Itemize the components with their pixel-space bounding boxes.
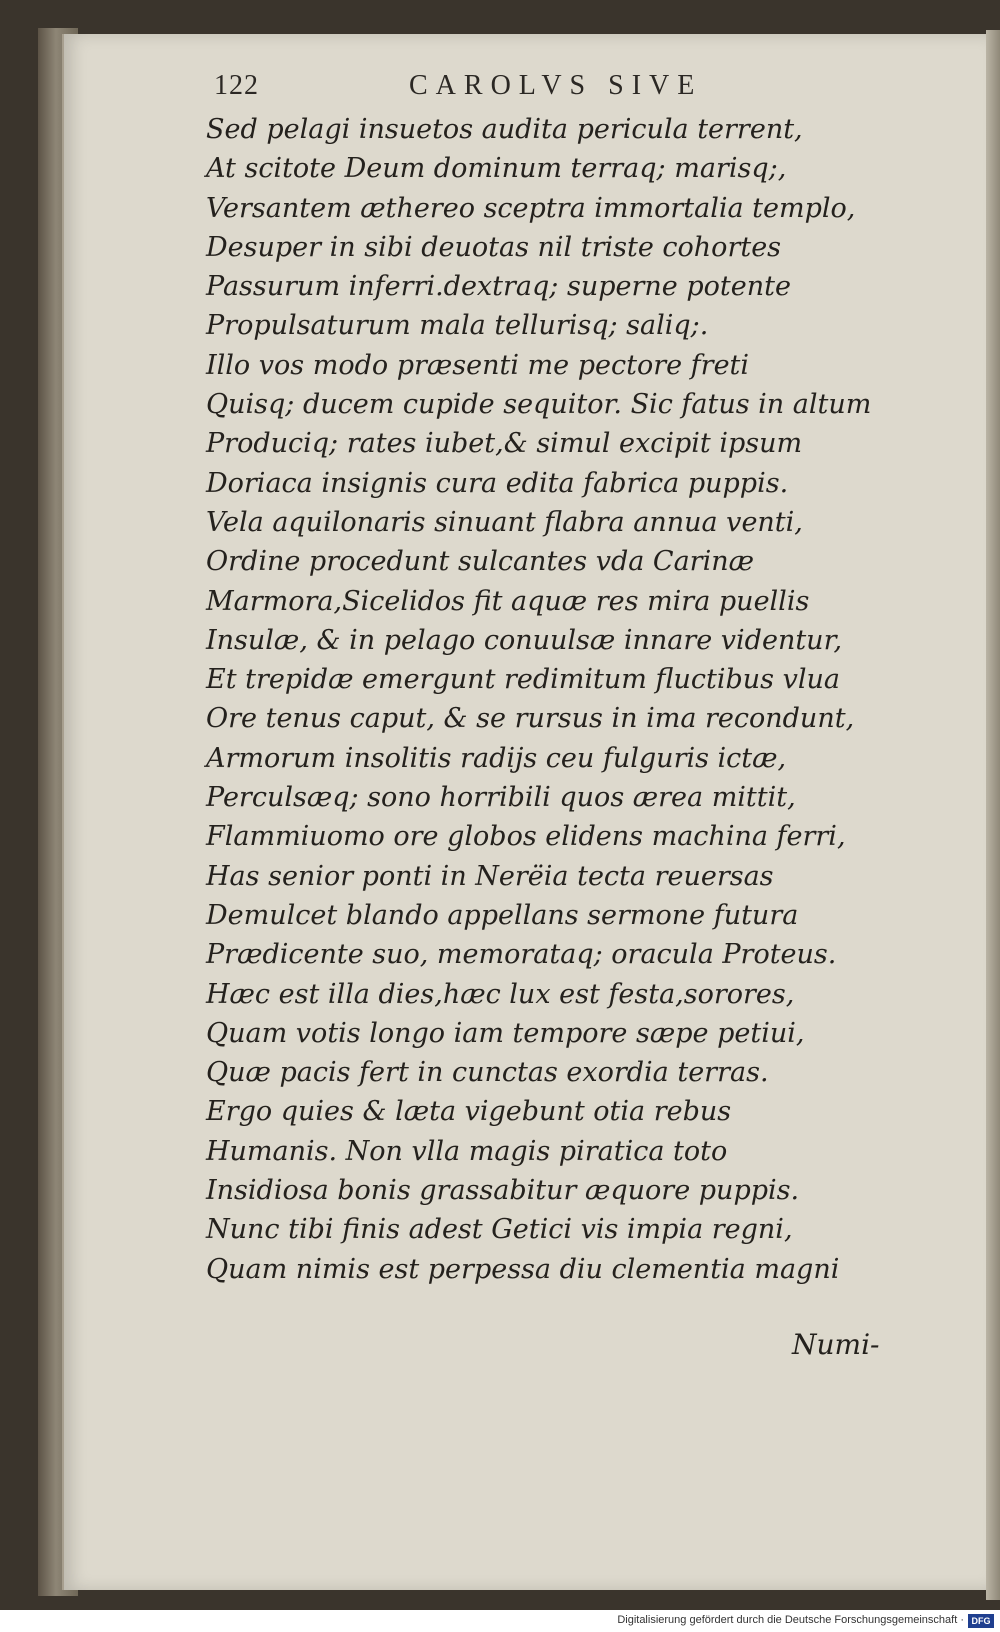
dfg-logo-icon: DFG <box>968 1614 994 1628</box>
text-line: Flammiuomo ore globos elidens machina ferri, <box>206 821 846 853</box>
text-line: Perculsæq; sono horribili quos ærea mittit, <box>206 782 796 814</box>
funding-notice: Digitalisierung gefördert durch die Deutsche Forschungsgemeinschaft · <box>617 1614 964 1626</box>
text-line: Armorum insolitis radijs ceu fulguris ictæ, <box>206 742 787 774</box>
text-line: Passurum inferri.dextraq; superne potente <box>206 271 791 303</box>
page-right-edge <box>986 30 1000 1600</box>
text-line: At scitote Deum dominum terraq; marisq;, <box>206 153 787 185</box>
text-line: Et trepidæ emergunt redimitum fluctibus vlua <box>206 664 840 696</box>
text-line: Quisq; ducem cupide sequitor. Sic fatus in altum <box>206 389 872 421</box>
text-line: Quam votis longo iam tempore sæpe petiui, <box>206 1017 805 1049</box>
text-line: Insulæ, & in pelago conuulsæ innare videntur, <box>206 624 843 656</box>
text-line: Ergo quies & læta vigebunt otia rebus <box>206 1096 732 1128</box>
text-line: Nunc tibi finis adest Getici vis impia regni, <box>206 1214 793 1246</box>
text-line: Insidiosa bonis grassabitur æquore puppis. <box>206 1175 800 1207</box>
text-line: Demulcet blando appellans sermone futura <box>206 899 799 931</box>
text-line: Illo vos modo præsenti me pectore freti <box>206 349 750 381</box>
running-title: CAROLVS SIVE <box>409 70 703 101</box>
text-line: Ordine procedunt sulcantes vda Carinæ <box>206 546 754 578</box>
text-line: Has senior ponti in Nerëia tecta reuersas <box>206 860 774 892</box>
text-line: Marmora,Sicelidos fit aquæ res mira puellis <box>206 585 810 617</box>
text-line: Ore tenus caput, & se rursus in ima recondunt, <box>206 703 855 735</box>
text-line: Versantem æthereo sceptra immortalia templo, <box>206 192 856 224</box>
text-line: Quæ pacis fert in cunctas exordia terras. <box>206 1057 769 1089</box>
text-line: Hæc est illa dies,hæc lux est festa,sorores, <box>206 978 795 1010</box>
text-line: Quam nimis est perpessa diu clementia magni <box>206 1253 840 1285</box>
text-line: Vela aquilonaris sinuant flabra annua venti, <box>206 506 803 538</box>
text-line: Produciq; rates iubet,& simul excipit ipsum <box>206 428 803 460</box>
text-line: Sed pelagi insuetos audita pericula terrent, <box>206 114 803 145</box>
text-line: Humanis. Non vlla magis piratica toto <box>206 1135 728 1167</box>
text-line: Desuper in sibi deuotas nil triste cohortes <box>206 231 782 263</box>
catchword: Numi- <box>792 1328 880 1361</box>
page-number: 122 <box>214 70 259 101</box>
text-line: Doriaca insignis cura edita fabrica puppis. <box>206 467 789 499</box>
poem-text-block <box>206 110 886 1289</box>
text-line: Propulsaturum mala tellurisq; saliq;. <box>206 310 709 342</box>
text-line: Prædicente suo, memorataq; oracula Proteus. <box>206 939 837 971</box>
